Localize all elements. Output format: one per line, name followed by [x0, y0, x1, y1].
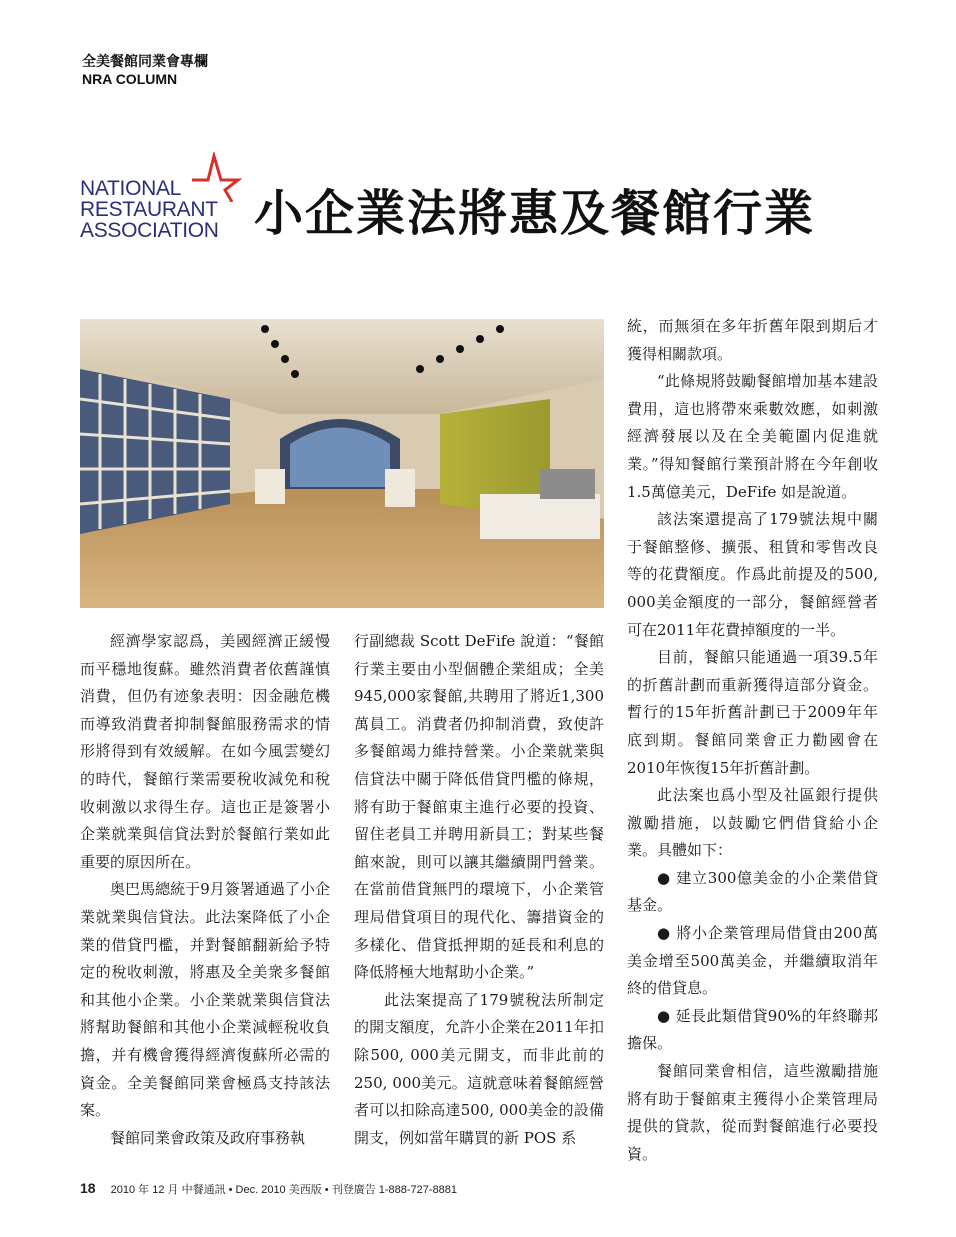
column-header-en: NRA COLUMN [82, 71, 178, 87]
column-header [82, 52, 208, 88]
paragraph: 統，而無須在多年折舊年限到期后才獲得相關款項。 [627, 317, 878, 363]
page-number: 18 [80, 1180, 96, 1196]
logo-line-3: ASSOCIATION [80, 219, 219, 242]
paragraph: 此法案提高了179號稅法所制定的開支額度，允許小企業在2011年扣除500, 000美元開支，而非此前的250, 000美元。這就意味着餐館經營者可以扣除高達500, 000美金的設備開支，例如當年購買的新 POS 系 [354, 990, 604, 1147]
paragraph: 經濟學家認爲，美國經濟正緩慢而平穩地復蘇。雖然消費者依舊謹慎消費，但仍有迹象表明：因金融危機而導致消費者抑制餐館服務需求的情形將得到有效緩解。在如今風雲變幻的時代，餐館行業需要稅收減免和稅收刺激以求得生存。這也正是簽署小企業就業與信貸法對於餐館行業如此重要的原因所在。 [80, 632, 330, 871]
paragraph: “此條規將鼓勵餐館增加基本建設費用，這也將帶來乘數效應，如刺激經濟發展以及在全美範圍内促進就業。”得知餐館行業預計將在今年創收1.5萬億美元，DeFife 如是說道。 [627, 372, 878, 501]
logo-line-1: NATIONAL [80, 177, 182, 200]
paragraph: 行副總裁 Scott DeFife 說道：“餐館行業主要由小型個體企業組成；全美945,000家餐館,共聘用了將近1,300萬員工。消費者仍抑制消費，致使許多餐館竭力維持營業。小企業就業與信貸法中關于降低借貸門檻的條規，將有助于餐館東主進行必要的投資、留住老員工并聘用新員工；對某些餐館來說，則可以讓其繼續開門營業。在當前借貸無門的環境下，小企業管理局借貸項目的現代化、籌措資金的多樣化、借貸抵押期的延長和利息的降低將極大地幫助小企業。” [354, 632, 604, 982]
logo-line-2: RESTAURANT [80, 198, 218, 221]
paragraph: 餐館同業會相信，這些激勵措施將有助于餐館東主獲得小企業管理局提供的貸款，從而對餐館進行必要投資。 [627, 1062, 878, 1163]
column-header-cn: 全美餐館同業會專欄 [82, 53, 208, 69]
bullet-item: ● 延長此類借貸90%的年終聯邦擔保。 [627, 1006, 878, 1053]
footer-text: 2010 年 12 月 中餐通訊 • Dec. 2010 美西版 • 刊登廣告 1-888-727-8881 [110, 1184, 458, 1196]
article-column-3 [627, 313, 878, 1168]
paragraph: 該法案還提高了179號法規中關于餐館整修、擴張、租賃和零售改良等的花費額度。作爲此前提及的500, 000美金額度的一部分，餐館經營者可在2011年花費掉額度的一半。 [627, 510, 878, 639]
nra-logo [80, 152, 242, 248]
page-footer [80, 1180, 457, 1197]
paragraph: 目前，餐館只能通過一項39.5年的折舊計劃而重新獲得這部分資金。暫行的15年折舊計劃已于2009年年底到期。餐館同業會正力勸國會在2010年恢復15年折舊計劃。 [627, 648, 878, 777]
bullet-item: ● 建立300億美金的小企業借貸基金。 [627, 868, 878, 915]
paragraph: 餐館同業會政策及政府事務執 [110, 1128, 306, 1147]
restaurant-photo [80, 319, 604, 608]
paragraph: 奥巴馬總統于9月簽署通過了小企業就業與信貸法。此法案降低了小企業的借貸門檻，并對餐館翻新給予特定的稅收刺激，將惠及全美衆多餐館和其他小企業。小企業就業與信貸法將幫助餐館和其他小企業減輕稅收負擔，并有機會獲得經濟復蘇所必需的資金。全美餐館同業會極爲支持該法案。 [80, 880, 330, 1120]
article-headline: 小企業法將惠及餐館行業 [254, 184, 816, 242]
paragraph: 此法案也爲小型及社區銀行提供激勵措施，以鼓勵它們借貸給小企業。具體如下： [627, 786, 878, 860]
article-column-1 [80, 628, 330, 1152]
article-column-2 [354, 628, 604, 1152]
bullet-item: ● 將小企業管理局借貸由200萬美金增至500萬美金，并繼續取消年終的借貸息。 [627, 924, 878, 998]
